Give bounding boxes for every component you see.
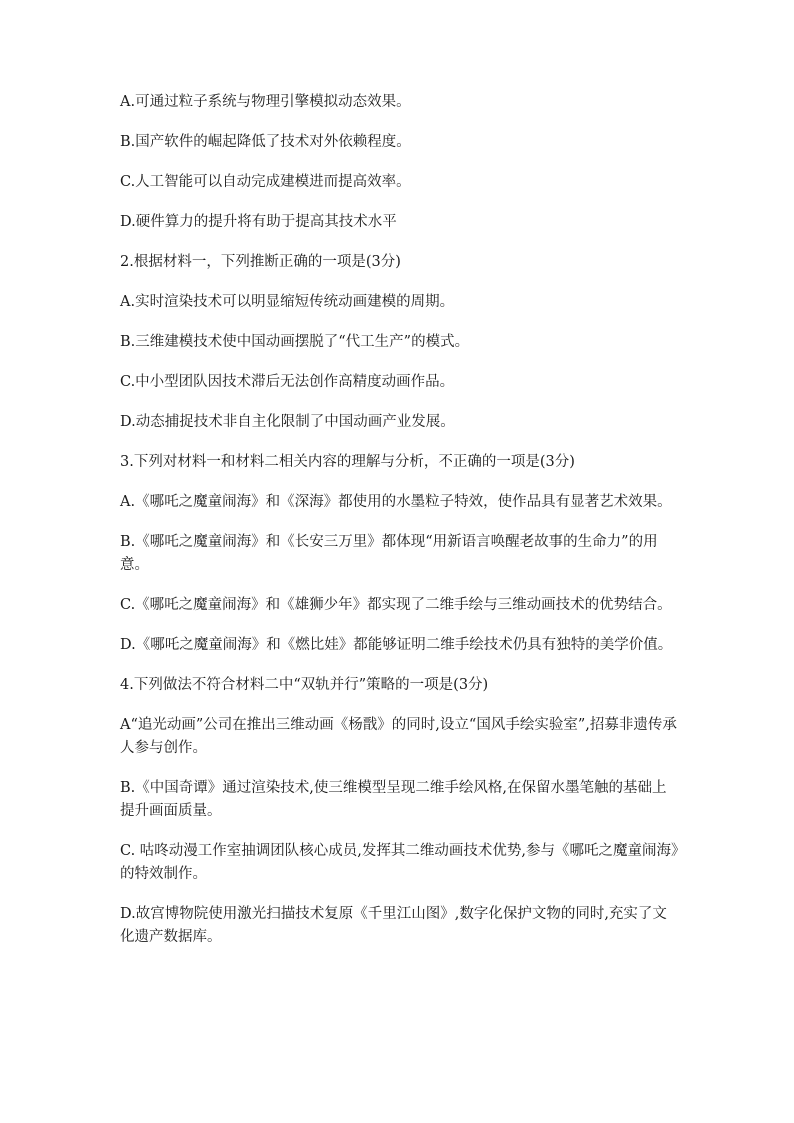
question-2: 2.根据材料一，下列推断正确的一项是(3分)	[120, 254, 401, 270]
option-2a: A.实时渲染技术可以明显缩短传统动画建模的周期。	[120, 294, 455, 310]
option-4c: C. 咕咚动漫工作室抽调团队核心成员,发挥其二维动画技术优势,参与《哪吒之魔童闹海》的特效制作。	[120, 843, 679, 882]
option-1c: C.人工智能可以自动完成建模进而提高效率。	[120, 174, 411, 190]
option-3c: C.《哪吒之魔童闹海》和《雄狮少年》都实现了二维手绘与三维动画技术的优势结合。	[120, 597, 672, 613]
option-1d: D.硬件算力的提升将有助于提高其技术水平	[120, 214, 397, 230]
question-4: 4.下列做法不符合材料二中“双轨并行”策略的一项是(3分)	[120, 677, 489, 693]
question-3: 3.下列对材料一和材料二相关内容的理解与分析，不正确的一项是(3分)	[120, 454, 575, 470]
option-2d: D.动态捕捉技术非自主化限制了中国动画产业发展。	[120, 414, 455, 430]
option-4d: D.故宫博物院使用激光扫描技术复原《千里江山图》,数字化保护文物的同时,充实了文化遗产数据库。	[120, 906, 667, 945]
question-content	[120, 91, 680, 966]
option-3b: B.《哪吒之魔童闹海》和《长安三万里》都体现“用新语言唤醒老故事的生命力”的用意。	[120, 534, 658, 573]
option-3a: A.《哪吒之魔童闹海》和《深海》都使用的水墨粒子特效，使作品具有显著艺术效果。	[120, 494, 672, 510]
option-2c: C.中小型团队因技术滞后无法创作高精度动画作品。	[120, 374, 455, 390]
option-4b: B.《中国奇谭》通过渲染技术,使三维模型呈现二维手绘风格,在保留水墨笔触的基础上提升画面质量。	[120, 780, 667, 819]
option-2b: B.三维建模技术使中国动画摆脱了“代工生产”的模式。	[120, 334, 470, 350]
option-3d: D.《哪吒之魔童闹海》和《燃比娃》都能够证明二维手绘技术仍具有独特的美学价值。	[120, 637, 673, 653]
option-4a: A“追光动画”公司在推出三维动画《杨戬》的同时,设立“国风手绘实验室”,招募非遗传承人参与创作。	[120, 717, 677, 756]
option-1a: A.可通过粒子系统与物理引擎模拟动态效果。	[120, 94, 411, 110]
option-1b: B.国产软件的崛起降低了技术对外依赖程度。	[120, 134, 411, 150]
